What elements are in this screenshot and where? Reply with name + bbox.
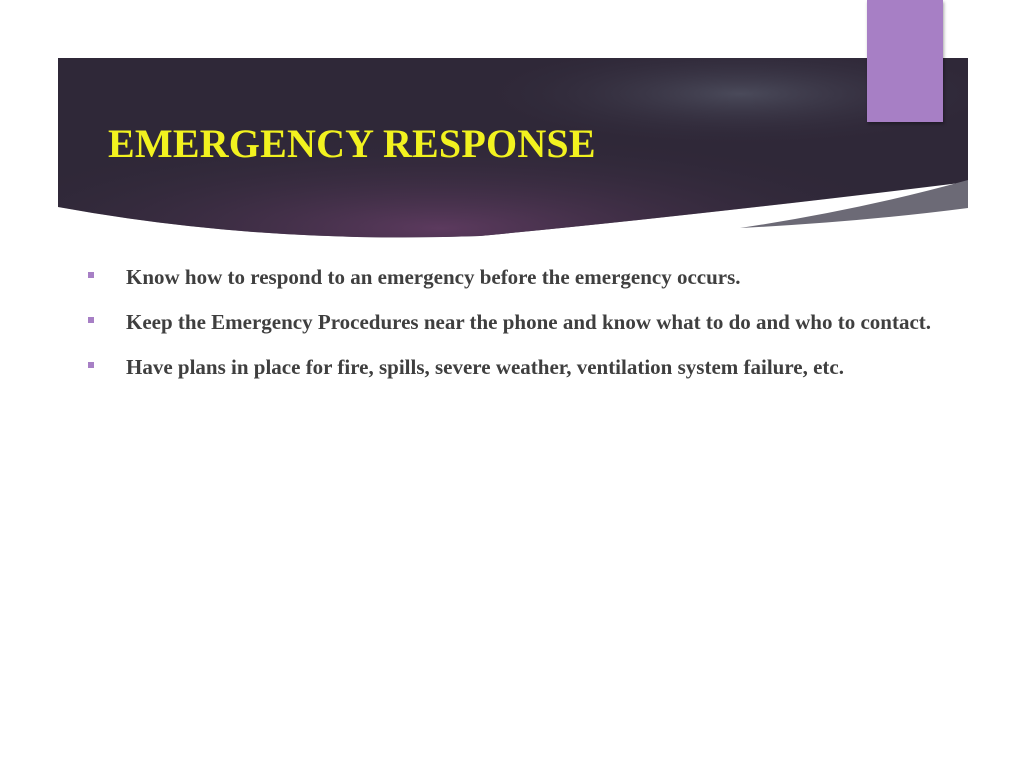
- bullet-text: Know how to respond to an emergency before the emergency occurs.: [126, 265, 741, 289]
- square-bullet-icon: [88, 317, 94, 323]
- slide-title: EMERGENCY RESPONSE: [108, 121, 596, 166]
- bullet-text: Have plans in place for fire, spills, severe weather, ventilation system failure, etc.: [126, 355, 844, 379]
- accent-tab: [867, 0, 943, 122]
- bullet-item: [84, 352, 994, 383]
- bullet-list: [84, 262, 994, 397]
- bullet-item: [84, 307, 994, 338]
- bullet-item: [84, 262, 994, 293]
- square-bullet-icon: [88, 362, 94, 368]
- bullet-text: Keep the Emergency Procedures near the phone and know what to do and who to contact.: [126, 310, 932, 334]
- square-bullet-icon: [88, 272, 94, 278]
